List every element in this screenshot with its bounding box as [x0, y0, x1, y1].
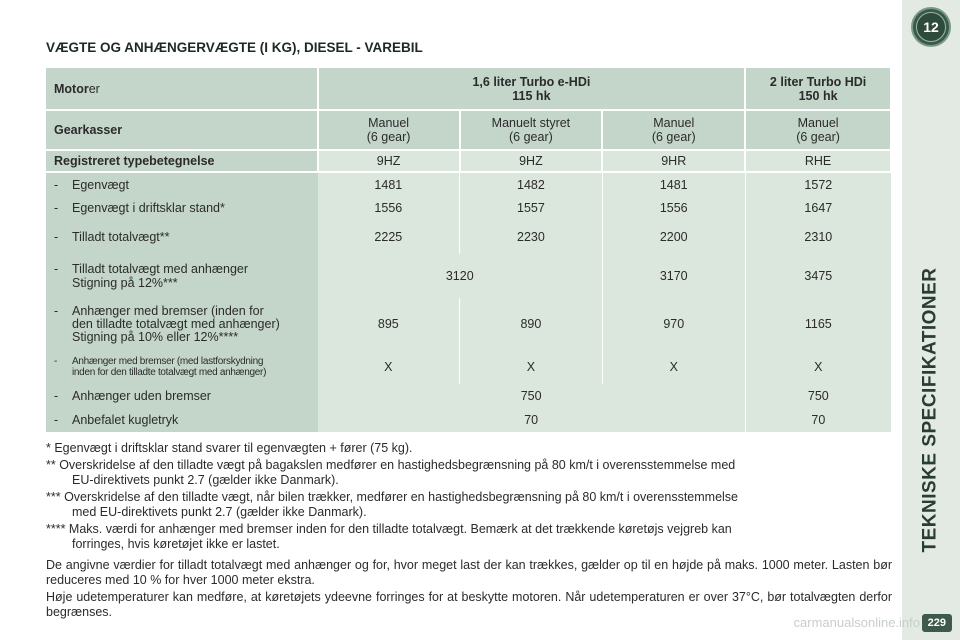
value-cell: 895 — [318, 298, 460, 350]
altitude-paragraph: De angivne værdier for tilladt totalvægt med anhænger og for, hvor meget last der kan trækkes, gælder op til en højde på maks. 1000 meter. Lasten bør reduceres med 10 % for hver 1000 meter ekstra. — [46, 558, 892, 587]
motor-row — [46, 68, 891, 110]
row-label: - Anhænger uden bremser — [46, 384, 318, 408]
type-cell: RHE — [745, 150, 891, 172]
gearbox-label: Gearkasser — [46, 110, 318, 150]
gearbox-cell: Manuel (6 gear) — [602, 110, 745, 150]
engine-1: 1,6 liter Turbo e-HDi 115 hk — [318, 68, 745, 110]
value-cell: X — [745, 350, 891, 384]
value-cell: 3120 — [318, 254, 603, 298]
value-cell: 1557 — [460, 196, 603, 220]
row-label: - Egenvægt i driftsklar stand* — [46, 196, 318, 220]
value-cell: 3475 — [745, 254, 891, 298]
type-label: Registreret typebetegnelse — [46, 150, 318, 172]
value-cell: 2225 — [318, 220, 460, 254]
watermark: carmanualsonline.info — [793, 615, 920, 630]
gearbox-cell: Manuelt styret (6 gear) — [460, 110, 603, 150]
value-cell: 1481 — [602, 172, 745, 196]
footnote-1: * Egenvægt i driftsklar stand svarer til egenvægten + fører (75 kg). — [46, 441, 413, 455]
row-label: - Tilladt totalvægt** — [46, 220, 318, 254]
engine-2: 2 liter Turbo HDi 150 hk — [745, 68, 891, 110]
type-cell: 9HZ — [460, 150, 603, 172]
chapter-badge — [911, 7, 951, 47]
value-cell: 2200 — [602, 220, 745, 254]
value-cell: 890 — [460, 298, 603, 350]
temperature-paragraph: Høje udetemperaturer kan medføre, at køretøjets ydeevne forringes for at beskytte motoren. Når udetemperaturen er over 37°C, bør totalvægten derfor begrænses. — [46, 590, 892, 619]
row-label: - Egenvægt — [46, 172, 318, 196]
value-cell: 750 — [745, 384, 891, 408]
value-cell: 1482 — [460, 172, 603, 196]
table-row — [46, 350, 891, 384]
table-row — [46, 220, 891, 254]
footnote-3: *** Overskridelse af den tilladte vægt, når bilen trækker, medfører en hastighedsbegrænsning på 80 km/t i overensstemmelse med EU-direktivets punkt 2.7 (gælder ikke Danmark). — [46, 490, 738, 519]
chapter-number: 12 — [916, 12, 946, 42]
value-cell: 70 — [745, 408, 891, 432]
page-title: VÆGTE OG ANHÆNGERVÆGTE (I KG), DIESEL - VAREBIL — [46, 40, 423, 55]
motor-label: Motorer — [46, 68, 318, 110]
table-row — [46, 254, 891, 298]
footnotes — [46, 441, 892, 620]
row-label: - Anhænger med bremser (inden for den tilladte totalvægt med anhænger) Stigning på 10% eller 12%**** — [46, 298, 318, 350]
value-cell: 1556 — [602, 196, 745, 220]
type-row — [46, 150, 891, 172]
value-cell: 2310 — [745, 220, 891, 254]
gearbox-row — [46, 110, 891, 150]
value-cell: 750 — [318, 384, 745, 408]
table-row — [46, 172, 891, 196]
value-cell: 1572 — [745, 172, 891, 196]
gearbox-cell: Manuel (6 gear) — [745, 110, 891, 150]
footnote-4: **** Maks. værdi for anhænger med bremser inden for den tilladte totalvægt. Bemærk at det trækkende køretøjs vejgreb kan forringes, hvis køretøjet ikke er lastet. — [46, 522, 732, 551]
type-cell: 9HZ — [318, 150, 460, 172]
table-row — [46, 196, 891, 220]
value-cell: 1165 — [745, 298, 891, 350]
row-label: - Anbefalet kugletryk — [46, 408, 318, 432]
weights-table — [46, 68, 892, 432]
value-cell: 970 — [602, 298, 745, 350]
type-cell: 9HR — [602, 150, 745, 172]
page-number: 229 — [922, 614, 952, 632]
chapter-title: TEKNISKE SPECIFIKATIONER — [920, 267, 941, 553]
table-row — [46, 384, 891, 408]
value-cell: 2230 — [460, 220, 603, 254]
row-label: - Anhænger med bremser (med lastforskydning inden for den tilladte totalvægt med anhænger) — [46, 350, 318, 384]
value-cell: 70 — [318, 408, 745, 432]
table-row — [46, 408, 891, 432]
table-row — [46, 298, 891, 350]
gearbox-cell: Manuel (6 gear) — [318, 110, 460, 150]
value-cell: 1481 — [318, 172, 460, 196]
value-cell: 3170 — [602, 254, 745, 298]
value-cell: 1647 — [745, 196, 891, 220]
value-cell: 1556 — [318, 196, 460, 220]
footnote-2: ** Overskridelse af den tilladte vægt på bagakslen medfører en hastighedsbegrænsning på 80 km/t i overensstemmelse med EU-direktivets punkt 2.7 (gælder ikke Danmark). — [46, 458, 736, 487]
chapter-sidebar — [902, 0, 960, 640]
value-cell: X — [602, 350, 745, 384]
chapter-title-vertical — [909, 230, 953, 590]
row-label: - Tilladt totalvægt med anhænger Stigning på 12%*** — [46, 254, 318, 298]
value-cell: X — [460, 350, 603, 384]
value-cell: X — [318, 350, 460, 384]
